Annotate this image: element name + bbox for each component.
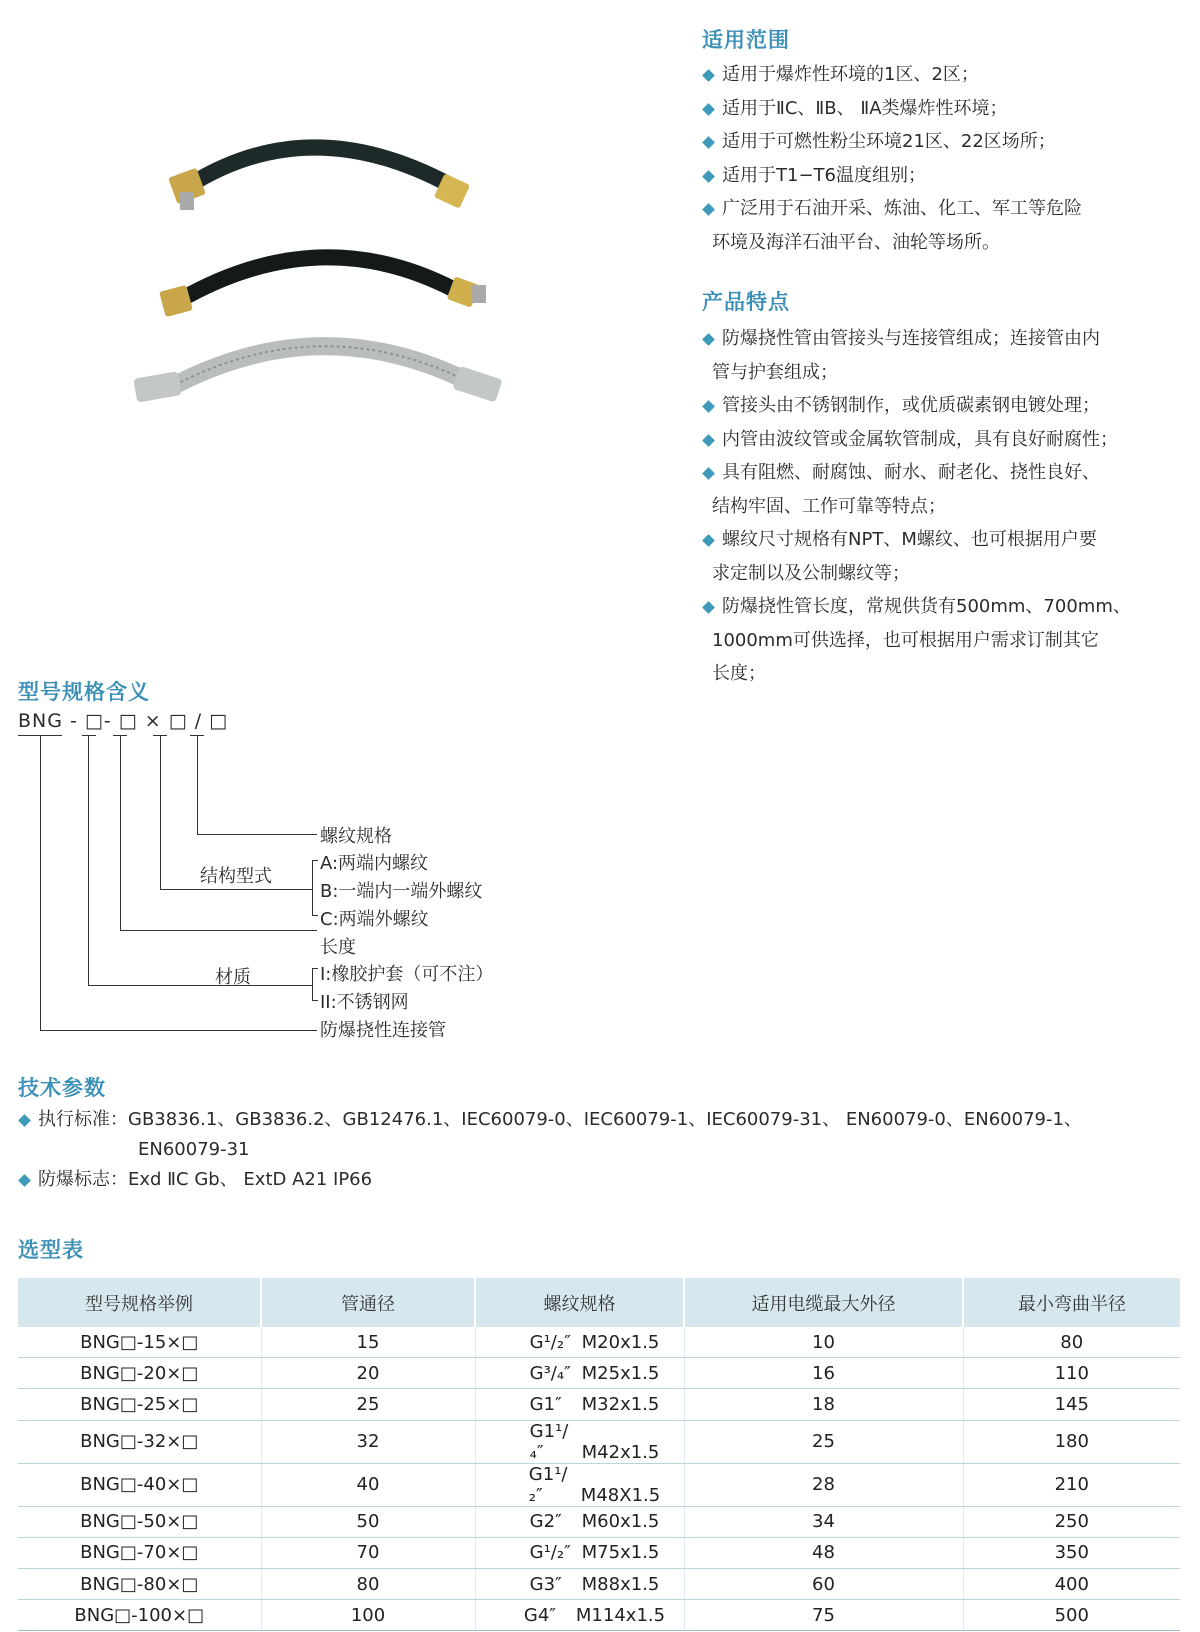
list-item: 具有阻燃、耐腐蚀、耐水、耐老化、挠性良好、: [702, 456, 1192, 490]
cell-thread: [475, 1600, 684, 1631]
cell-radius: 350: [963, 1537, 1180, 1568]
cell-cable: 28: [684, 1463, 963, 1506]
label-name: 防爆挠性连接管: [320, 1020, 446, 1041]
thread-g: G1¹/₄″: [529, 1420, 569, 1463]
bullet-icon: [702, 534, 715, 547]
col-header: 最小弯曲半径: [963, 1278, 1180, 1327]
list-item: 环境及海洋石油平台、油轮等场所。: [712, 231, 1000, 253]
cell-model: BNG□-100×□: [18, 1600, 261, 1631]
table-row: [18, 1327, 1180, 1358]
col-header: 适用电缆最大外径: [684, 1278, 963, 1327]
thread-m: M88x1.5: [581, 1573, 660, 1595]
cell-thread: [475, 1327, 684, 1358]
thread-m: M75x1.5: [581, 1542, 660, 1564]
bullet-icon: [702, 400, 715, 413]
thread-m: M32x1.5: [581, 1393, 660, 1415]
list-item: 1000mm可供选择，也可根据用户需求订制其它: [712, 629, 1099, 651]
list-item: 求定制以及公制螺纹等；: [712, 562, 910, 584]
cell-radius: 210: [963, 1463, 1180, 1506]
cell-model: BNG□-25×□: [18, 1389, 261, 1420]
cell-thread: [475, 1463, 684, 1506]
bullet-icon: [18, 1114, 31, 1127]
thread-m: M20x1.5: [581, 1331, 660, 1353]
tech-params: [18, 1105, 1188, 1195]
cell-radius: 500: [963, 1600, 1180, 1631]
thread-m: M48X1.5: [580, 1484, 661, 1506]
cell-cable: 10: [684, 1327, 963, 1358]
bullet-icon: [702, 103, 715, 116]
bullet-icon: [702, 170, 715, 183]
selection-heading: 选型表: [18, 1238, 84, 1262]
cell-radius: 80: [963, 1327, 1180, 1358]
table-row: [18, 1568, 1180, 1599]
label-c: C:两端外螺纹: [320, 909, 429, 930]
features-heading: 产品特点: [702, 290, 790, 314]
list-item: 管接头由不锈钢制作，或优质碳素钢电镀处理；: [702, 389, 1192, 423]
list-item: 结构牢固、工作可靠等特点；: [712, 495, 946, 517]
label-thread: 螺纹规格: [320, 826, 392, 847]
col-header: 管通径: [261, 1278, 475, 1327]
label-material: 材质: [215, 967, 251, 988]
list-item: 防爆挠性管长度，常规供货有500mm、700mm、: [702, 590, 1192, 624]
list-item: 螺纹尺寸规格有NPT、M螺纹、也可根据用户要: [702, 523, 1192, 557]
standard-row: [18, 1105, 1188, 1135]
thread-g: G1¹/₂″: [528, 1463, 568, 1506]
ex-mark-value: Exd ⅡC Gb、 ExtD A21 IP66: [128, 1169, 373, 1190]
list-item: 适用于T1−T6温度组别；: [702, 159, 1172, 193]
bullet-icon: [702, 601, 715, 614]
label-a: A:两端内螺纹: [320, 853, 429, 874]
cell-radius: 110: [963, 1358, 1180, 1389]
cell-radius: 145: [963, 1389, 1180, 1420]
thread-g: G2″: [529, 1511, 562, 1533]
cell-dn: 25: [261, 1389, 475, 1420]
bullet-icon: [18, 1174, 31, 1187]
bullet-icon: [702, 69, 715, 82]
label-b: B:一端内一端外螺纹: [320, 881, 483, 902]
cell-model: BNG□-70×□: [18, 1537, 261, 1568]
thread-g: G3″: [529, 1573, 562, 1595]
cell-cable: 75: [684, 1600, 963, 1631]
cell-dn: 32: [261, 1420, 475, 1463]
bullet-icon: [702, 333, 715, 346]
bullet-icon: [702, 467, 715, 480]
list-item: 长度；: [712, 663, 766, 684]
col-header: 型号规格举例: [18, 1278, 261, 1327]
model-heading: 型号规格含义: [18, 680, 150, 704]
scope-heading: 适用范围: [702, 28, 790, 52]
cell-dn: 100: [261, 1600, 475, 1631]
cell-dn: 20: [261, 1358, 475, 1389]
table-row: [18, 1389, 1180, 1420]
thread-g: G¹/₂″: [529, 1542, 571, 1564]
thread-m: M60x1.5: [581, 1511, 660, 1533]
cell-model: BNG□-80×□: [18, 1568, 261, 1599]
cell-thread: [475, 1506, 684, 1537]
cell-thread: [475, 1568, 684, 1599]
table-row: [18, 1506, 1180, 1537]
thread-m: M42x1.5: [581, 1441, 660, 1463]
cell-radius: 400: [963, 1568, 1180, 1599]
thread-g: G1″: [529, 1393, 562, 1415]
cell-dn: 70: [261, 1537, 475, 1568]
thread-g: G4″: [523, 1604, 557, 1626]
list-item: 管与护套组成；: [712, 361, 838, 383]
cell-dn: 80: [261, 1568, 475, 1599]
thread-m: M25x1.5: [581, 1362, 660, 1384]
table-row: [18, 1600, 1180, 1631]
bullet-icon: [702, 203, 715, 216]
cell-dn: 40: [261, 1463, 475, 1506]
table-header-row: [18, 1278, 1180, 1327]
thread-g: G³/₄″: [529, 1362, 571, 1384]
cell-model: BNG□-40×□: [18, 1463, 261, 1506]
list-item: 广泛用于石油开采、炼油、化工、军工等危险: [702, 192, 1172, 226]
cell-dn: 15: [261, 1327, 475, 1358]
cell-model: BNG□-15×□: [18, 1327, 261, 1358]
cell-cable: 48: [684, 1537, 963, 1568]
cell-dn: 50: [261, 1506, 475, 1537]
cell-thread: [475, 1358, 684, 1389]
scope-list: [702, 58, 1172, 259]
col-header: 螺纹规格: [475, 1278, 684, 1327]
label-length: 长度: [320, 937, 356, 958]
label-m1: I:橡胶护套（可不注）: [320, 964, 494, 985]
label-m2: II:不锈钢网: [320, 992, 409, 1013]
list-item: 内管由波纹管或金属软管制成，具有良好耐腐性；: [702, 423, 1192, 457]
cell-radius: 180: [963, 1420, 1180, 1463]
table-row: [18, 1358, 1180, 1389]
bullet-icon: [702, 136, 715, 149]
list-item: 适用于可燃性粉尘环境21区、22区场所；: [702, 125, 1172, 159]
cell-cable: 25: [684, 1420, 963, 1463]
table-row: [18, 1463, 1180, 1506]
tech-heading: 技术参数: [18, 1076, 106, 1100]
cell-cable: 34: [684, 1506, 963, 1537]
label-structure: 结构型式: [200, 866, 272, 887]
product-photo: [120, 120, 520, 450]
model-code: BNG - □- □ × □ / □: [18, 710, 229, 732]
standard-value: GB3836.1、GB3836.2、GB12476.1、IEC60079-0、IEC60079-1、IEC60079-31、 EN60079-0、EN60079-1、: [128, 1109, 1082, 1130]
thread-g: G¹/₂″: [529, 1331, 571, 1353]
list-item: 防爆挠性管由管接头与连接管组成；连接管由内: [702, 322, 1192, 356]
ex-mark-row: [18, 1165, 1188, 1195]
cell-thread: [475, 1389, 684, 1420]
table-row: [18, 1420, 1180, 1463]
ex-mark-label: 防爆标志：: [38, 1169, 128, 1190]
thread-m: M114x1.5: [575, 1604, 666, 1626]
cell-model: BNG□-20×□: [18, 1358, 261, 1389]
list-item: 适用于爆炸性环境的1区、2区；: [702, 58, 1172, 92]
cell-radius: 250: [963, 1506, 1180, 1537]
cell-model: BNG□-50×□: [18, 1506, 261, 1537]
list-item: 适用于ⅡC、ⅡB、 ⅡA类爆炸性环境；: [702, 92, 1172, 126]
cell-cable: 18: [684, 1389, 963, 1420]
cell-thread: [475, 1420, 684, 1463]
standard-row-cont: EN60079-31: [138, 1139, 250, 1160]
cell-cable: 60: [684, 1568, 963, 1599]
features-list: [702, 322, 1192, 691]
selection-table: [18, 1278, 1180, 1631]
cell-cable: 16: [684, 1358, 963, 1389]
cell-thread: [475, 1537, 684, 1568]
cell-model: BNG□-32×□: [18, 1420, 261, 1463]
bullet-icon: [702, 434, 715, 447]
table-row: [18, 1537, 1180, 1568]
standard-label: 执行标准：: [38, 1109, 128, 1130]
